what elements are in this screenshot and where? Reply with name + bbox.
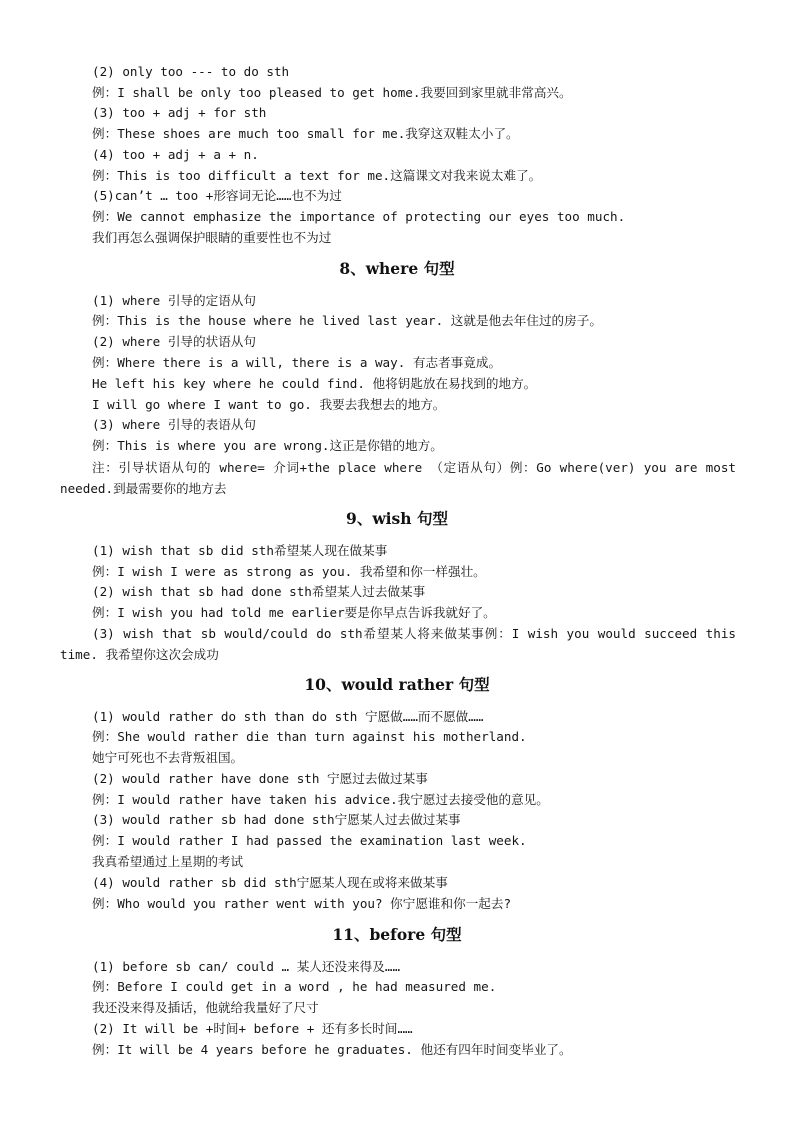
text-line: (3) would rather sb had done sth宁愿某人过去做过某事 — [92, 812, 461, 827]
text-line: (1) would rather do sth than do sth 宁愿做……而不愿做…… — [92, 709, 484, 724]
text-line: (2) only too --- to do sth — [92, 64, 290, 79]
text-line: (5)can’t … too +形容词无论……也不为过 — [92, 188, 342, 203]
text-line: (2) would rather have done sth 宁愿过去做过某事 — [92, 771, 428, 786]
text-line: 例：We cannot emphasize the importance of protecting our eyes too much. — [92, 209, 626, 224]
text-line: 例：It will be 4 years before he graduates. 他还有四年时间变毕业了。 — [92, 1042, 572, 1057]
text-line: I will go where I want to go. 我要去我想去的地方。 — [92, 397, 446, 412]
section-heading: 11、before 句型 — [332, 925, 462, 944]
note-paragraph: 注：引导状语从句的 where= 介词+the place where （定语从句）例：Go where(ver) you are most needed.到最需要你的地方去 — [60, 460, 736, 496]
text-line: 例：Where there is a will, there is a way. 有志者事竟成。 — [92, 355, 502, 370]
section-heading: 10、would rather 句型 — [304, 675, 490, 694]
text-line: 我们再怎么强调保护眼睛的重要性也不为过 — [92, 230, 332, 245]
text-line: (4) too + adj + a + n. — [92, 147, 259, 162]
text-line: (2) It will be +时间+ before + 还有多长时间…… — [92, 1021, 413, 1036]
text-line: 例：This is the house where he lived last year. 这就是他去年住过的房子。 — [92, 313, 602, 328]
text-line: (2) wish that sb had done sth希望某人过去做某事 — [92, 584, 426, 599]
text-line: 她宁可死也不去背叛祖国。 — [92, 750, 244, 765]
text-line: 例：Before I could get in a word , he had measured me. — [92, 979, 497, 994]
text-line: 例：I would rather have taken his advice.我宁愿过去接受他的意见。 — [92, 792, 549, 807]
text-line: He left his key where he could find. 他将钥匙放在易找到的地方。 — [92, 376, 537, 391]
text-line: (2) where 引导的状语从句 — [92, 334, 256, 349]
text-line: 我还没来得及插话，他就给我量好了尺寸 — [92, 1000, 319, 1015]
text-line: (3) where 引导的表语从句 — [92, 417, 256, 432]
text-line: 例：This is too difficult a text for me.这篇课文对我来说太难了。 — [92, 168, 542, 183]
text-line: 例：I wish I were as strong as you. 我希望和你一样强壮。 — [92, 564, 486, 579]
section-heading: 8、where 句型 — [339, 259, 455, 278]
text-line: 例：I would rather I had passed the examination last week. — [92, 833, 527, 848]
text-line: 例：This is where you are wrong.这正是你错的地方。 — [92, 438, 443, 453]
text-line: 例：These shoes are much too small for me.我穿这双鞋太小了。 — [92, 126, 519, 141]
text-line: (1) wish that sb did sth希望某人现在做某事 — [92, 543, 388, 558]
text-line: 例：I wish you had told me earlier要是你早点告诉我就好了。 — [92, 605, 496, 620]
example-paragraph: (3) wish that sb would/could do sth希望某人将来做某事例：I wish you would succeed this time. 我希望你这次会成功 — [60, 626, 736, 662]
text-line: (4) would rather sb did sth宁愿某人现在或将来做某事 — [92, 875, 448, 890]
text-line: (3) too + adj + for sth — [92, 105, 267, 120]
text-line: 例：She would rather die than turn against his motherland. — [92, 729, 527, 744]
text-line: 例：I shall be only too pleased to get home.我要回到家里就非常高兴。 — [92, 85, 572, 100]
text-line: 例：Who would you rather went with you? 你宁愿谁和你一起去? — [92, 896, 512, 911]
text-line: 我真希望通过上星期的考试 — [92, 854, 244, 869]
text-line: (1) where 引导的定语从句 — [92, 293, 256, 308]
section-heading: 9、wish 句型 — [346, 509, 448, 528]
text-line: (1) before sb can/ could … 某人还没来得及…… — [92, 959, 401, 974]
